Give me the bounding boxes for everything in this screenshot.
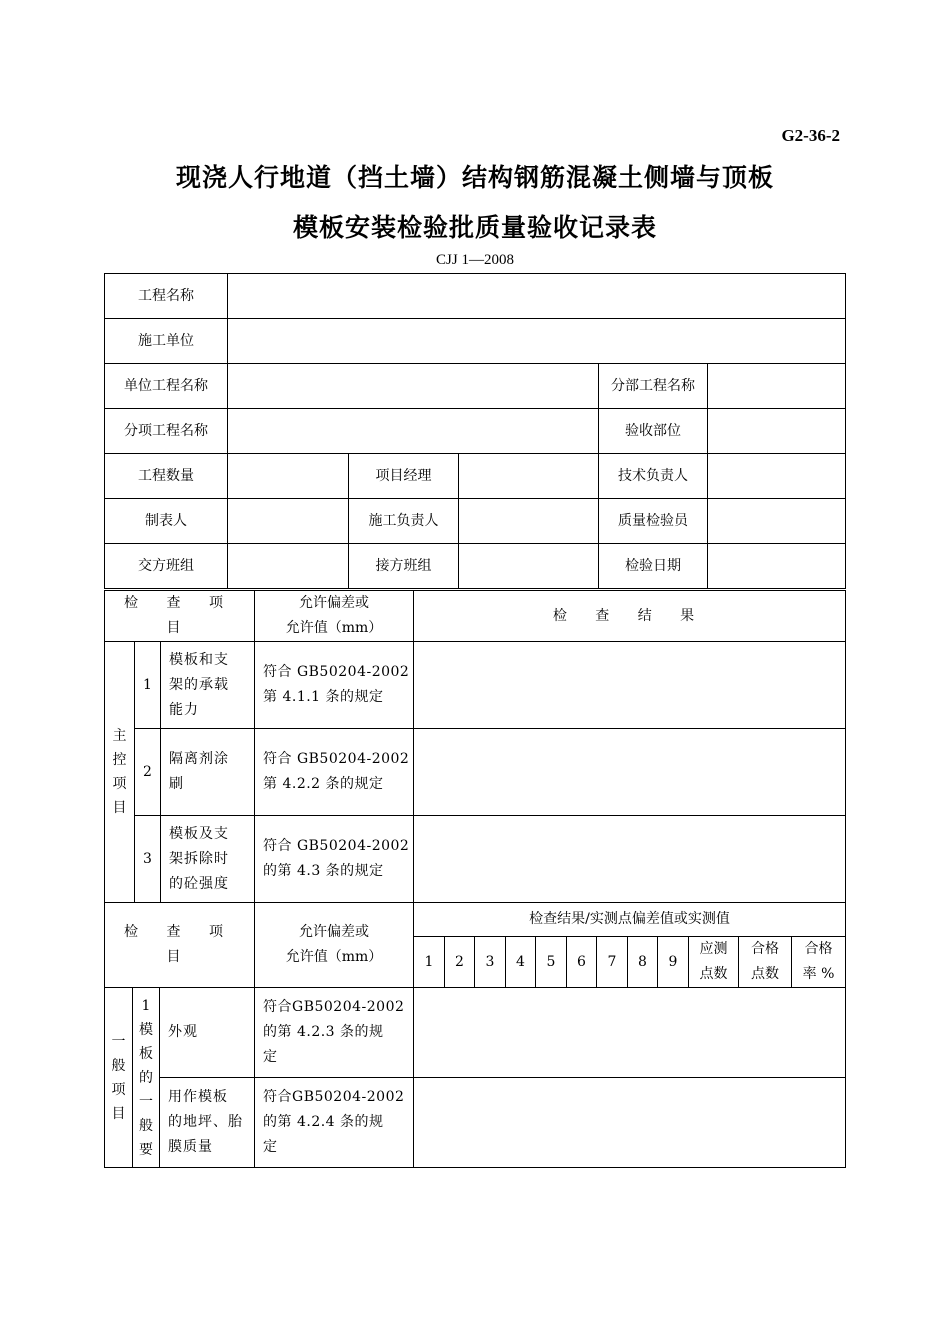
main-control-table (104, 590, 846, 903)
point-header: 2 (445, 937, 475, 988)
construction-lead-field[interactable] (459, 499, 599, 544)
qualified-points-header (739, 937, 792, 988)
project-manager-field[interactable] (459, 454, 599, 499)
group-char: 主 (112, 728, 127, 744)
unit-project-name-field[interactable] (228, 364, 599, 409)
general-item-name (160, 1078, 255, 1168)
main-item-requirement (255, 816, 414, 903)
general-item-requirement (255, 988, 414, 1078)
general-col-tolerance-l1: 允许偏差或 (299, 924, 370, 940)
main-control-group-label (105, 642, 135, 903)
form-code: G2-36-2 (781, 126, 840, 145)
group-char: 项 (111, 1081, 126, 1098)
main-col-tolerance-header (255, 591, 414, 642)
general-item-result-field[interactable] (414, 988, 846, 1078)
group-char: 目 (111, 1105, 126, 1122)
page-title-line2: 模板安装检验批质量验收记录表 (292, 213, 657, 242)
qualified-points-l1: 合格 (751, 941, 780, 957)
general-col-item-header: 检 查 项 目 (105, 903, 255, 988)
general-item-name-l1: 用作模板 (168, 1089, 228, 1105)
preparer-field[interactable] (228, 499, 349, 544)
main-item-name-l2: 架的承载 (169, 676, 229, 693)
main-item-result-field[interactable] (414, 642, 846, 729)
main-col-item-header: 检 查 项 目 (105, 591, 255, 642)
main-item-name (161, 642, 255, 729)
handover-team-label: 交方班组 (105, 544, 228, 589)
main-item-result-field[interactable] (414, 816, 846, 903)
main-item-req-l1: 符合 GB50204-2002 (263, 664, 410, 680)
point-header: 3 (475, 937, 506, 988)
general-group-label (105, 988, 133, 1168)
acceptance-location-field[interactable] (708, 409, 846, 454)
group-char: 控 (112, 752, 127, 768)
general-item-name-l3: 膜质量 (168, 1139, 213, 1155)
construction-unit-label: 施工单位 (105, 319, 228, 364)
main-col-tolerance-l1: 允许偏差或 (299, 595, 370, 611)
qualified-rate-header (792, 937, 846, 988)
main-item-name-l2: 架拆除时 (169, 850, 229, 867)
subgroup-char: 般 (139, 1117, 153, 1134)
subgroup-char: 模 (139, 1021, 153, 1038)
should-measure-header (689, 937, 739, 988)
main-item-req-l2: 第 4.1.1 条的规定 (263, 689, 384, 705)
quality-inspector-field[interactable] (708, 499, 846, 544)
construction-lead-label: 施工负责人 (349, 499, 459, 544)
group-char: 项 (112, 776, 127, 792)
main-item-name-l3: 能力 (169, 701, 199, 718)
general-item-req-l2: 的第 4.2.4 条的规 (263, 1114, 384, 1130)
point-header: 7 (597, 937, 628, 988)
receiving-team-field[interactable] (459, 544, 599, 589)
general-item-requirement (255, 1078, 414, 1168)
qualified-points-l2: 点数 (751, 966, 780, 982)
general-item-name: 外观 (160, 988, 255, 1078)
general-col-tolerance-header (255, 903, 414, 988)
main-item-requirement (255, 642, 414, 729)
point-header: 1 (414, 937, 445, 988)
project-name-label: 工程名称 (105, 274, 228, 319)
technical-lead-label: 技术负责人 (599, 454, 708, 499)
general-col-result-header: 检查结果/实测点偏差值或实测值 (414, 903, 846, 937)
main-item-name-l3: 的砼强度 (169, 875, 229, 892)
general-item-req-l1: 符合GB50204-2002 (263, 999, 405, 1015)
division-project-name-field[interactable] (708, 364, 846, 409)
quality-inspector-label: 质量检验员 (599, 499, 708, 544)
quantity-label: 工程数量 (105, 454, 228, 499)
main-item-result-field[interactable] (414, 729, 846, 816)
group-char: 目 (112, 800, 127, 816)
page-title: 现浇人行地道（挡土墙）结构钢筋混凝土侧墙与顶板 (175, 163, 774, 192)
main-item-no: 2 (135, 729, 161, 816)
main-item-no: 1 (135, 642, 161, 729)
header-table (104, 273, 846, 589)
acceptance-location-label: 验收部位 (599, 409, 708, 454)
subitem-project-name-label: 分项工程名称 (105, 409, 228, 454)
subitem-project-name-field[interactable] (228, 409, 599, 454)
point-header: 4 (506, 937, 536, 988)
preparer-label: 制表人 (105, 499, 228, 544)
general-item-req-l1: 符合GB50204-2002 (263, 1089, 405, 1105)
general-item-req-l3: 定 (263, 1139, 278, 1155)
general-subgroup-label (133, 988, 160, 1168)
main-item-req-l1: 符合 GB50204-2002 (263, 838, 410, 854)
project-name-field[interactable] (228, 274, 846, 319)
main-item-name (161, 816, 255, 903)
quantity-field[interactable] (228, 454, 349, 499)
point-header: 9 (658, 937, 689, 988)
main-item-no: 3 (135, 816, 161, 903)
group-char: 般 (111, 1057, 126, 1074)
main-item-requirement (255, 729, 414, 816)
subgroup-char: 的 (139, 1069, 153, 1086)
main-item-req-l2: 的第 4.3 条的规定 (263, 863, 384, 879)
inspection-date-field[interactable] (708, 544, 846, 589)
subgroup-char: 1 (141, 997, 151, 1014)
group-char: 一 (111, 1033, 126, 1050)
subgroup-char: 板 (139, 1045, 153, 1062)
main-item-name-l1: 模板及支 (169, 825, 229, 842)
should-measure-l2: 点数 (699, 966, 728, 982)
general-item-result-field[interactable] (414, 1078, 846, 1168)
general-col-tolerance-l2: 允许值（mm） (285, 949, 383, 965)
subgroup-char: 要 (139, 1141, 153, 1158)
standard-code: CJJ 1—2008 (436, 252, 514, 268)
division-project-name-label: 分部工程名称 (599, 364, 708, 409)
main-col-tolerance-l2: 允许值（mm） (285, 620, 383, 636)
main-item-req-l1: 符合 GB50204-2002 (263, 751, 410, 767)
should-measure-l1: 应测 (699, 941, 728, 957)
receiving-team-label: 接方班组 (349, 544, 459, 589)
project-manager-label: 项目经理 (349, 454, 459, 499)
main-item-req-l2: 第 4.2.2 条的规定 (263, 776, 384, 792)
main-item-name-l1: 模板和支 (169, 651, 229, 668)
qualified-rate-l1: 合格 (804, 941, 833, 957)
general-item-name-l2: 的地坪、胎 (168, 1114, 243, 1130)
point-header: 8 (628, 937, 658, 988)
general-item-req-l2: 的第 4.2.3 条的规 (263, 1024, 384, 1040)
technical-lead-field[interactable] (708, 454, 846, 499)
general-items-table (104, 902, 846, 1168)
main-item-name-l2: 刷 (169, 776, 184, 792)
construction-unit-field[interactable] (228, 319, 846, 364)
inspection-date-label: 检验日期 (599, 544, 708, 589)
main-item-name (161, 729, 255, 816)
unit-project-name-label: 单位工程名称 (105, 364, 228, 409)
main-item-name-l1: 隔离剂涂 (169, 751, 229, 767)
main-col-result-header: 检 查 结 果 (414, 591, 846, 642)
subgroup-char: 一 (139, 1093, 153, 1110)
point-header: 5 (536, 937, 567, 988)
point-header: 6 (567, 937, 597, 988)
handover-team-field[interactable] (228, 544, 349, 589)
general-item-req-l3: 定 (263, 1049, 278, 1065)
qualified-rate-l2: 率 % (802, 966, 835, 982)
